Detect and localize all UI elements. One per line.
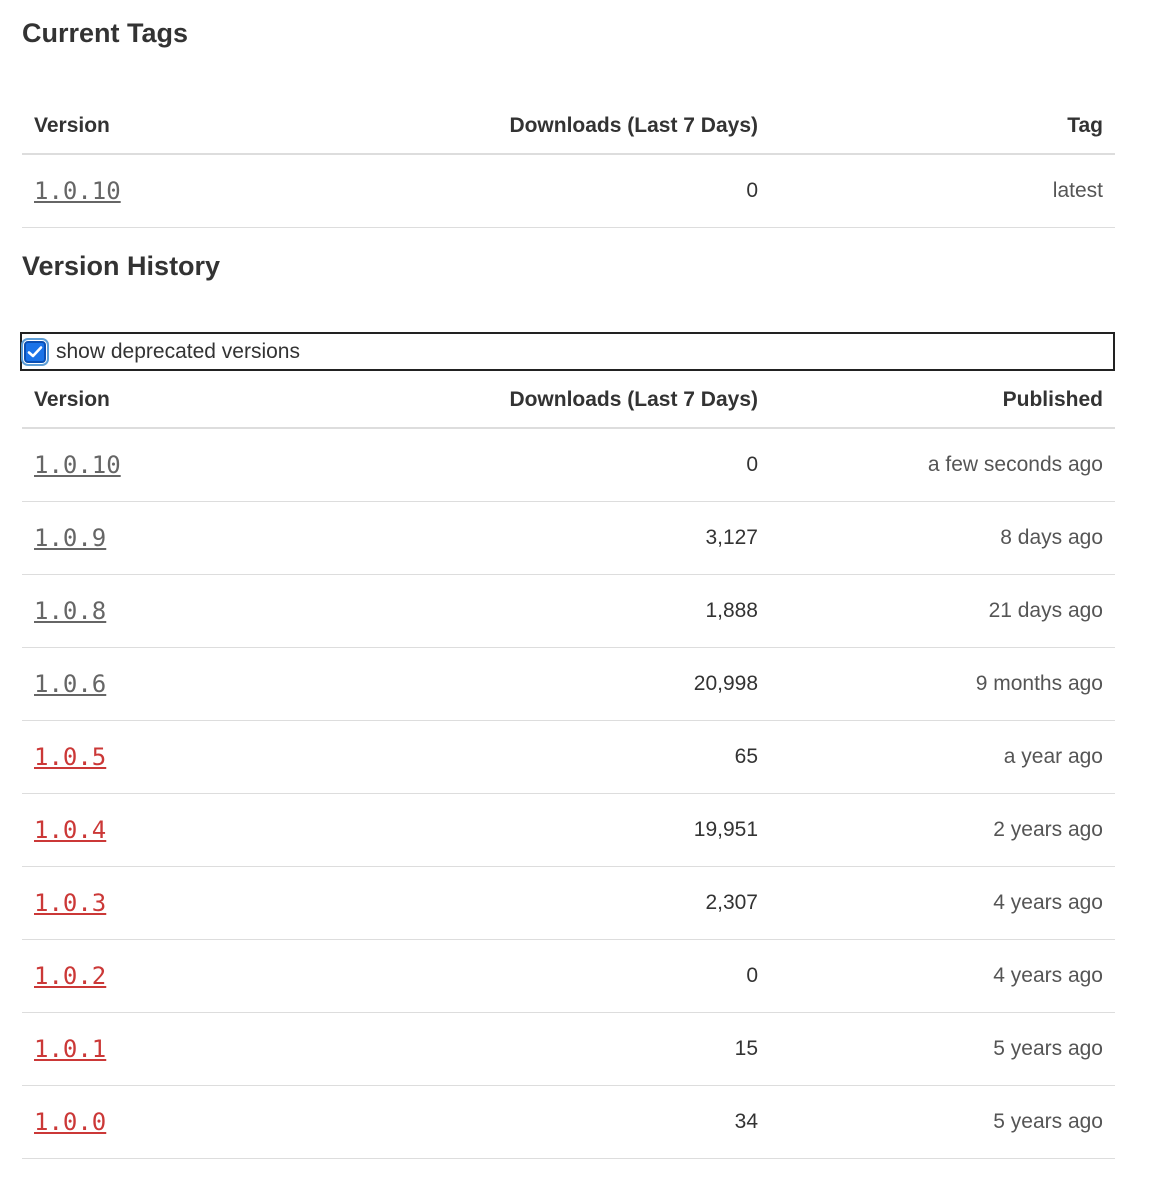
column-header-downloads: Downloads (Last 7 Days) xyxy=(386,373,770,428)
version-cell xyxy=(22,575,386,648)
table-row xyxy=(22,721,1115,794)
column-header-downloads: Downloads (Last 7 Days) xyxy=(386,99,770,154)
downloads-cell: 15 xyxy=(386,1013,770,1086)
show-deprecated-filter[interactable] xyxy=(20,332,1115,371)
downloads-cell: 20,998 xyxy=(386,648,770,721)
downloads-cell: 1,888 xyxy=(386,575,770,648)
version-cell xyxy=(22,721,386,794)
published-cell: 9 months ago xyxy=(770,648,1115,721)
downloads-cell: 19,951 xyxy=(386,794,770,867)
table-row xyxy=(22,940,1115,1013)
downloads-cell: 34 xyxy=(386,1086,770,1159)
version-cell xyxy=(22,867,386,940)
version-cell xyxy=(22,502,386,575)
table-header-row xyxy=(22,373,1115,428)
published-cell: a few seconds ago xyxy=(770,428,1115,502)
column-header-published: Published xyxy=(770,373,1115,428)
version-link[interactable]: 1.0.10 xyxy=(34,177,121,205)
current-tags-body xyxy=(22,154,1115,228)
current-tags-table xyxy=(22,99,1115,228)
deprecated-version-link[interactable]: 1.0.1 xyxy=(34,1035,107,1063)
published-cell: 21 days ago xyxy=(770,575,1115,648)
version-link[interactable]: 1.0.9 xyxy=(34,524,107,552)
version-link[interactable]: 1.0.10 xyxy=(34,451,121,479)
table-row xyxy=(22,575,1115,648)
published-cell: 2 years ago xyxy=(770,794,1115,867)
version-cell xyxy=(22,940,386,1013)
downloads-cell: 2,307 xyxy=(386,867,770,940)
version-cell xyxy=(22,428,386,502)
published-cell: 4 years ago xyxy=(770,867,1115,940)
published-cell: 4 years ago xyxy=(770,940,1115,1013)
table-header-row xyxy=(22,99,1115,154)
show-deprecated-checkbox[interactable] xyxy=(24,341,46,363)
version-cell xyxy=(22,794,386,867)
table-row xyxy=(22,867,1115,940)
version-cell xyxy=(22,154,386,228)
show-deprecated-label: show deprecated versions xyxy=(56,339,300,363)
table-row xyxy=(22,428,1115,502)
published-cell: 5 years ago xyxy=(770,1086,1115,1159)
table-row xyxy=(22,648,1115,721)
tag-cell: latest xyxy=(770,154,1115,228)
version-cell xyxy=(22,1013,386,1086)
downloads-cell: 65 xyxy=(386,721,770,794)
version-history-body xyxy=(22,428,1115,1159)
deprecated-version-link[interactable]: 1.0.2 xyxy=(34,962,107,990)
published-cell: a year ago xyxy=(770,721,1115,794)
published-cell: 5 years ago xyxy=(770,1013,1115,1086)
table-row xyxy=(22,794,1115,867)
current-tags-heading: Current Tags xyxy=(22,18,189,48)
published-cell: 8 days ago xyxy=(770,502,1115,575)
downloads-cell: 0 xyxy=(386,154,770,228)
version-history-table xyxy=(22,373,1115,1159)
downloads-cell: 0 xyxy=(386,428,770,502)
downloads-cell: 3,127 xyxy=(386,502,770,575)
deprecated-version-link[interactable]: 1.0.0 xyxy=(34,1108,107,1136)
deprecated-version-link[interactable]: 1.0.4 xyxy=(34,816,107,844)
version-cell xyxy=(22,648,386,721)
version-link[interactable]: 1.0.8 xyxy=(34,597,107,625)
column-header-version: Version xyxy=(22,99,386,154)
downloads-cell: 0 xyxy=(386,940,770,1013)
version-history-heading: Version History xyxy=(22,251,221,281)
table-row xyxy=(22,1013,1115,1086)
deprecated-version-link[interactable]: 1.0.3 xyxy=(34,889,107,917)
column-header-version: Version xyxy=(22,373,386,428)
column-header-tag: Tag xyxy=(770,99,1115,154)
checkmark-icon xyxy=(27,345,43,359)
table-row xyxy=(22,502,1115,575)
table-row xyxy=(22,154,1115,228)
version-cell xyxy=(22,1086,386,1159)
table-row xyxy=(22,1086,1115,1159)
deprecated-version-link[interactable]: 1.0.5 xyxy=(34,743,107,771)
version-link[interactable]: 1.0.6 xyxy=(34,670,107,698)
